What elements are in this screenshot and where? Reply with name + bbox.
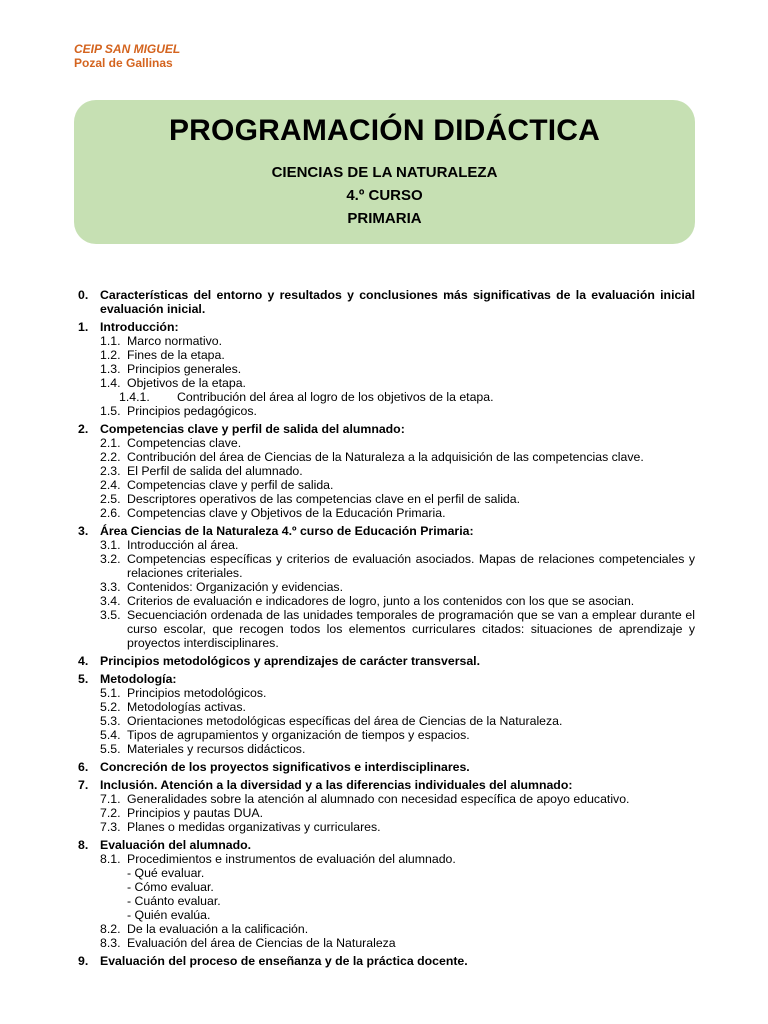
- dash-item: - Qué evaluar.: [127, 866, 205, 880]
- item-number: 1.4.: [100, 376, 121, 390]
- toc-item: [100, 714, 695, 728]
- toc-item: [100, 700, 695, 714]
- item-text: Competencias clave y perfil de salida.: [127, 478, 334, 492]
- item-text: Principios generales.: [127, 362, 242, 376]
- toc-section-6: [78, 760, 695, 774]
- dash-item: - Cuánto evaluar.: [127, 894, 221, 908]
- toc-section-3: [78, 524, 695, 650]
- item-number: 7.2.: [100, 806, 121, 820]
- section-number: 2.: [78, 422, 89, 436]
- item-number: 1.3.: [100, 362, 121, 376]
- item-text: Generalidades sobre la atención al alumnado con necesidad específica de apoyo educativo.: [127, 792, 630, 806]
- item-text: Principios pedagógicos.: [127, 404, 257, 418]
- item-text: De la evaluación a la calificación.: [127, 922, 309, 936]
- toc-item: [100, 464, 695, 478]
- item-text: Competencias clave.: [127, 436, 242, 450]
- section-title: Introducción:: [100, 320, 179, 334]
- toc-item: [100, 728, 695, 742]
- item-number: 5.1.: [100, 686, 121, 700]
- section-title: Características del entorno y resultados y conclusiones más significativas de la evaluación inicial evaluación inicial.: [100, 288, 695, 316]
- section-title: Metodología:: [100, 672, 177, 686]
- toc-item: [100, 348, 695, 362]
- toc-section-0: [78, 288, 695, 316]
- school-name: CEIP SAN MIGUEL: [74, 42, 181, 56]
- item-number: 2.5.: [100, 492, 121, 506]
- section-number: 6.: [78, 760, 89, 774]
- section-title: Competencias clave y perfil de salida del alumnado:: [100, 422, 405, 436]
- item-number: 5.4.: [100, 728, 121, 742]
- subitem-text: Contribución del área al logro de los objetivos de la etapa.: [177, 390, 494, 404]
- item-text: Secuenciación ordenada de las unidades temporales de programación que se van a emplear durante el curso escolar, que recogen todos los elementos curriculares citados: situaciones de aprendizaje y proyectos interdisciplinares.: [127, 608, 695, 650]
- section-title: Evaluación del proceso de enseñanza y de la práctica docente.: [100, 954, 468, 968]
- toc-section-8: [78, 838, 695, 950]
- item-text: Objetivos de la etapa.: [127, 376, 246, 390]
- toc-item: [100, 594, 695, 608]
- item-number: 8.1.: [100, 852, 121, 866]
- table-of-contents: [78, 288, 695, 972]
- item-text: Principios metodológicos.: [127, 686, 267, 700]
- section-number: 5.: [78, 672, 89, 686]
- item-text: Criterios de evaluación e indicadores de logro, junto a los contenidos con los que se asocian.: [127, 594, 635, 608]
- section-number: 1.: [78, 320, 89, 334]
- toc-item: [100, 806, 695, 820]
- item-number: 1.1.: [100, 334, 121, 348]
- item-number: 2.2.: [100, 450, 121, 464]
- item-text: Evaluación del área de Ciencias de la Naturaleza: [127, 936, 396, 950]
- item-number: 3.5.: [100, 608, 121, 622]
- toc-item: [100, 792, 695, 806]
- section-number: 0.: [78, 288, 89, 302]
- toc-item: [100, 404, 695, 418]
- item-text: Competencias específicas y criterios de evaluación asociados. Mapas de relaciones competenciales y relaciones criteriales.: [127, 552, 695, 580]
- item-text: Contribución del área de Ciencias de la Naturaleza a la adquisición de las competencias clave.: [127, 450, 644, 464]
- toc-item: [100, 436, 695, 450]
- section-title: Concreción de los proyectos significativos e interdisciplinares.: [100, 760, 470, 774]
- toc-item: [100, 478, 695, 492]
- item-number: 7.3.: [100, 820, 121, 834]
- toc-item: [100, 742, 695, 756]
- toc-item: [100, 450, 695, 464]
- toc-item: [100, 376, 695, 390]
- dash-item: - Cómo evaluar.: [127, 880, 214, 894]
- item-number: 3.4.: [100, 594, 121, 608]
- toc-section-1: [78, 320, 695, 418]
- toc-item: [100, 538, 695, 552]
- toc-item: [100, 492, 695, 506]
- toc-section-4: [78, 654, 695, 668]
- toc-item: [100, 580, 695, 594]
- toc-section-7: [78, 778, 695, 834]
- item-text: Planes o medidas organizativas y curriculares.: [127, 820, 381, 834]
- title-banner: [74, 100, 695, 244]
- course-name: 4.º CURSO: [346, 187, 423, 204]
- item-text: Contenidos: Organización y evidencias.: [127, 580, 344, 594]
- toc-item: [100, 820, 695, 834]
- item-text: Tipos de agrupamientos y organización de tiempos y espacios.: [127, 728, 470, 742]
- toc-item: [100, 552, 695, 580]
- toc-item: [100, 852, 695, 866]
- item-number: 3.1.: [100, 538, 121, 552]
- section-title: Inclusión. Atención a la diversidad y a las diferencias individuales del alumnado:: [100, 778, 573, 792]
- school-location: Pozal de Gallinas: [74, 56, 173, 70]
- toc-item: [100, 936, 695, 950]
- item-number: 1.5.: [100, 404, 121, 418]
- section-title: Principios metodológicos y aprendizajes de carácter transversal.: [100, 654, 480, 668]
- section-number: 7.: [78, 778, 89, 792]
- item-number: 5.2.: [100, 700, 121, 714]
- item-number: 2.1.: [100, 436, 121, 450]
- item-text: Fines de la etapa.: [127, 348, 225, 362]
- item-number: 5.5.: [100, 742, 121, 756]
- level-name: PRIMARIA: [347, 210, 422, 227]
- toc-item: [100, 922, 695, 936]
- item-text: Competencias clave y Objetivos de la Educación Primaria.: [127, 506, 446, 520]
- toc-item: [100, 362, 695, 376]
- item-number: 3.3.: [100, 580, 121, 594]
- subitem-number: 1.4.1.: [119, 390, 150, 404]
- school-header: [74, 42, 180, 70]
- item-text: Introducción al área.: [127, 538, 239, 552]
- toc-item: [100, 686, 695, 700]
- dash-item: - Quién evalúa.: [127, 908, 211, 922]
- item-number: 8.2.: [100, 922, 121, 936]
- document-title: PROGRAMACIÓN DIDÁCTICA: [168, 114, 601, 147]
- item-text: Materiales y recursos didácticos.: [127, 742, 306, 756]
- item-number: 2.3.: [100, 464, 121, 478]
- toc-section-5: [78, 672, 695, 756]
- subject-name: CIENCIAS DE LA NATURALEZA: [271, 164, 498, 181]
- item-number: 7.1.: [100, 792, 121, 806]
- item-text: Descriptores operativos de las competencias clave en el perfil de salida.: [127, 492, 521, 506]
- item-text: Procedimientos e instrumentos de evaluación del alumnado.: [127, 852, 456, 866]
- toc-item: [100, 506, 695, 520]
- item-number: 1.2.: [100, 348, 121, 362]
- section-number: 9.: [78, 954, 89, 968]
- item-text: Principios y pautas DUA.: [127, 806, 264, 820]
- item-number: 2.6.: [100, 506, 121, 520]
- toc-subitem: [119, 390, 695, 404]
- item-number: 8.3.: [100, 936, 121, 950]
- section-number: 4.: [78, 654, 89, 668]
- item-number: 3.2.: [100, 552, 121, 566]
- section-title: Evaluación del alumnado.: [100, 838, 252, 852]
- toc-section-9: [78, 954, 695, 968]
- item-text: El Perfil de salida del alumnado.: [127, 464, 303, 478]
- item-text: Metodologías activas.: [127, 700, 246, 714]
- section-number: 8.: [78, 838, 89, 852]
- toc-item: [100, 334, 695, 348]
- toc-item: [100, 608, 695, 650]
- item-number: 5.3.: [100, 714, 121, 728]
- item-number: 2.4.: [100, 478, 121, 492]
- toc-section-2: [78, 422, 695, 520]
- section-number: 3.: [78, 524, 89, 538]
- item-text: Orientaciones metodológicas específicas del área de Ciencias de la Naturaleza.: [127, 714, 563, 728]
- item-text: Marco normativo.: [127, 334, 222, 348]
- section-title: Área Ciencias de la Naturaleza 4.º curso de Educación Primaria:: [100, 524, 474, 538]
